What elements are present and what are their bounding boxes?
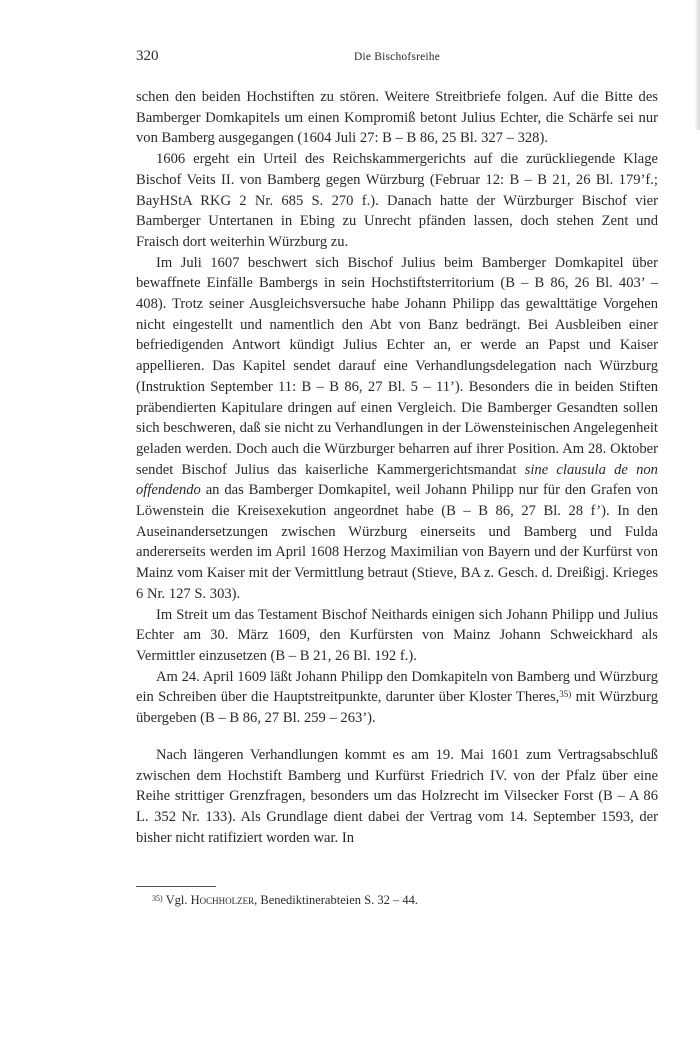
footnote-marker: 35)	[152, 894, 163, 903]
footnote-text: , Benediktinerabteien S. 32 – 44.	[254, 893, 418, 907]
page-header	[136, 48, 658, 74]
paragraph-3	[136, 253, 658, 605]
footnote-reference[interactable]: 35)	[559, 689, 572, 700]
paragraph-2: 1606 ergeht ein Urteil des Reichskammergerichts auf die zurückliegende Klage Bischof Veits II. von Bamberg gegen Würzburg (Februar 12: B – B 21, 26 Bl. 179’f.; BayHStA RKG 2 Nr. 685 S. 270 f.). Danach hatte der Würzburger Bischof vier Bamberger Untertanen in Ebing zu Unrecht pfänden lassen, doch stehen Zent und Fraisch dort weiterhin Würzburg zu.	[136, 151, 658, 250]
footnote-author: Hochholzer	[190, 893, 255, 907]
latin-phrase: sine clausula de non offendendo	[136, 461, 658, 499]
paragraph-6: Nach längeren Verhandlungen kommt es am 19. Mai 1601 zum Vertragsabschluß zwischen dem Hochstift Bamberg und Kurfürst Friedrich IV. von der Pfalz über eine Reihe strittiger Grenzfragen, besonders um das Holzrecht im Vilsecker Forst (B – A 86 L. 352 Nr. 133). Als Grundlage dient dabei der Vertrag vom 14. September 1593, der bisher nicht ratifiziert worden war. In	[136, 746, 658, 846]
paragraph-4: Im Streit um das Testament Bischof Neithards einigen sich Johann Philipp und Julius Echter am 30. März 1609, den Kurfürsten von Mainz Johann Schweickhard als Vermittler einzusetzen (B – B 21, 26 Bl. 192 f.).	[136, 606, 658, 664]
paragraph-3-part-2: an das Bamberger Domkapitel, weil Johann Philipp nur für den Grafen von Löwenstein die Kreisexekution angeordnet habe (B – B 86, 27 Bl. 28 f’). In den Auseinandersetzungen zwischen Würzburg einerseits und Bamberg und Fulda andererseits werden im April 1608 Herzog Maximilian von Bayern und der Kurfürst von Mainz vom Kaiser mit der Vermittlung betraut (Stieve, BA z. Gesch. d. Dreißigj. Krieges 6 Nr. 127 S. 303).	[136, 482, 658, 602]
paragraph-5-part-1: Am 24. April 1609 läßt Johann Philipp den Domkapiteln von Bamberg und Würzburg ein Schreiben über die Hauptstreitpunkte, darunter über Kloster Theres,	[136, 668, 658, 706]
footnote-prefix: Vgl.	[165, 893, 191, 907]
paragraph-5-part-2: mit Würzburg übergeben (B – B 86, 27 Bl. 259 – 263’).	[136, 689, 659, 727]
paragraph-5	[136, 667, 658, 729]
body-text	[136, 87, 658, 848]
page-number: 320	[136, 48, 159, 64]
paragraph-1: schen den beiden Hochstiften zu stören. Weitere Streitbriefe folgen. Auf die Bitte des Bamberger Domkapitels um einen Kompromiß betont Julius Echter, die Schärfe sei nur von Bamberg ausgegangen (1604 Juli 27: B – B 86, 25 Bl. 327 – 328).	[136, 89, 658, 147]
footnote	[152, 893, 418, 908]
running-title: Die Bischofsreihe	[353, 51, 441, 63]
footnote-separator	[136, 886, 216, 887]
page-edge-shadow	[694, 0, 700, 130]
page	[136, 48, 658, 848]
paragraph-3-part-1: Im Juli 1607 beschwert sich Bischof Julius beim Bamberger Domkapitel über bewaffnete Einfälle Bambergs in sein Hochstiftsterritorium (B – B 86, 26 Bl. 403’ – 408). Trotz seiner Ausgleichsversuche habe Johann Philipp das gewalttätige Vorgehen nicht eingestellt und namentlich den Abt von Banz bedrängt. Bei Ausbleiben einer befriedigenden Antwort kündigt Julius Echter an, er werde an Papst und Kaiser appellieren. Das Kapitel sendet darauf eine Verhandlungsdelegation nach Würzburg (Instruktion September 11: B – B 86, 27 Bl. 5 – 11’). Besonders die in beiden Stiften präbendierten Kapitulare dringen auf einen Vergleich. Die Bamberger Gesandten sollen sich beschweren, daß sie nicht zu Verhandlungen in der Löwensteinischen Angelegenheit geladen werden. Doch auch die Würzburger beharren auf ihrer Position. Am 28. Oktober sendet Bischof Julius das kaiserliche Kammergerichtsmandat	[136, 254, 658, 478]
